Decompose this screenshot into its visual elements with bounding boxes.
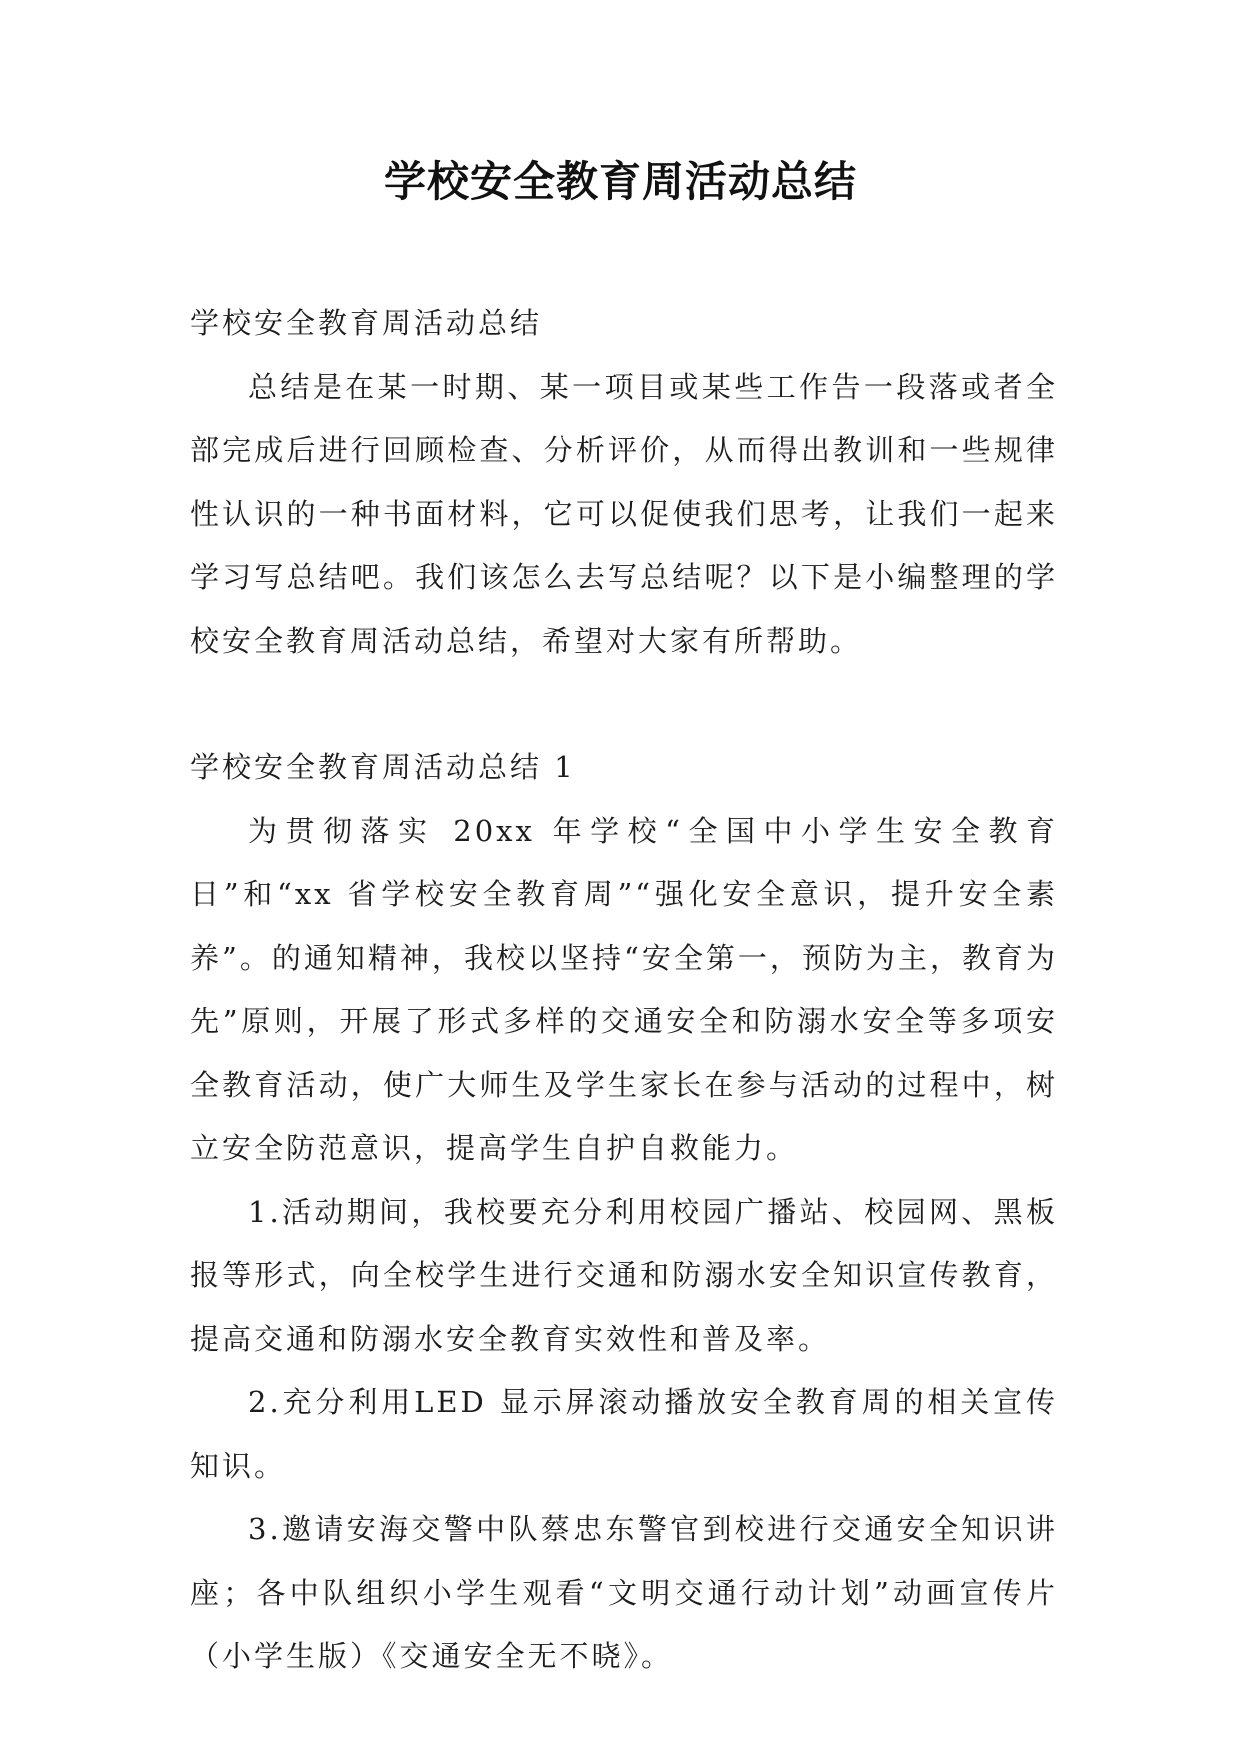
page-title: 学校安全教育周活动总结 xyxy=(383,157,857,206)
list-item-1: 1.活动期间，我校要充分利用校园广播站、校园网、黑板报等形式，向全校学生进行交通和防溺水安全知识宣传教育，提高交通和防溺水安全教育实效性和普及率。 xyxy=(190,1194,1058,1356)
list-item-2: 2.充分利用LED 显示屏滚动播放安全教育周的相关宣传知识。 xyxy=(190,1385,1058,1483)
document-subtitle: 学校安全教育周活动总结 xyxy=(190,306,543,340)
paragraph-spacer xyxy=(190,673,1058,736)
document-body xyxy=(190,292,1058,1689)
intro-paragraph: 总结是在某一时期、某一项目或某些工作告一段落或者全部完成后进行回顾检查、分析评价，从而得出教训和一些规律性认识的一种书面材料，它可以促使我们思考，让我们一起来学习写总结吧。我们该怎么去写总结呢？以下是小编整理的学校安全教育周活动总结，希望对大家有所帮助。 xyxy=(190,369,1058,658)
section-1-paragraph: 为贯彻落实 20xx 年学校“全国中小学生安全教育日”和“xx 省学校安全教育周”“强化安全意识，提升安全素养”。的通知精神，我校以坚持“安全第一，预防为主，教育为先”原则，开展了形式多样的交通安全和防溺水安全等多项安全教育活动，使广大师生及学生家长在参与活动的过程中，树立安全防范意识，提高学生自护自救能力。 xyxy=(190,813,1058,1165)
section-heading-1: 学校安全教育周活动总结 1 xyxy=(190,750,576,784)
list-item-3: 3.邀请安海交警中队蔡忠东警官到校进行交通安全知识讲座；各中队组织小学生观看“文明交通行动计划”动画宣传片（小学生版）《交通安全无不晓》。 xyxy=(190,1512,1058,1673)
